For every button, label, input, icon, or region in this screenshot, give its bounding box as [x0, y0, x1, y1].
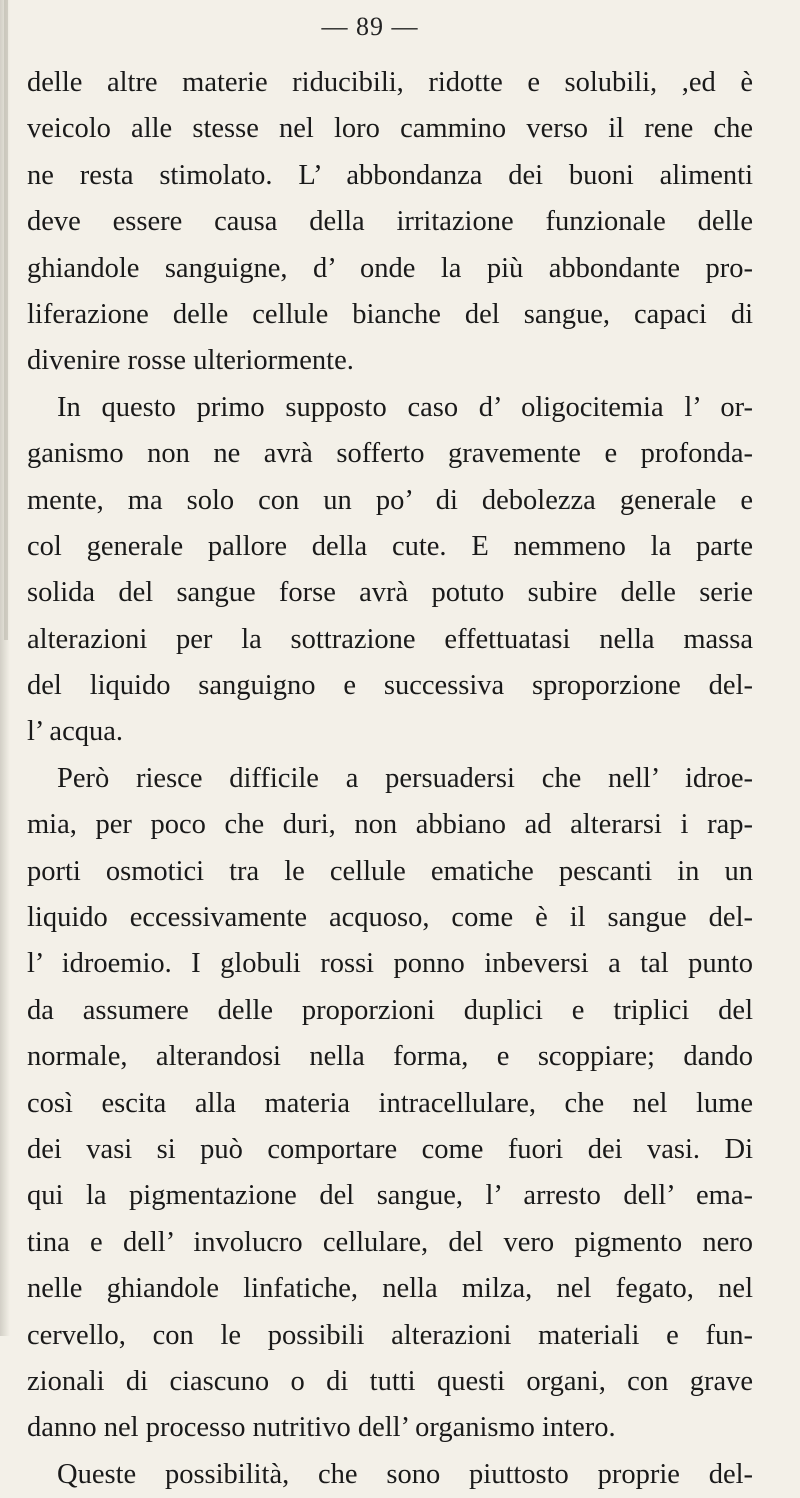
text-line: tina e dell’ involucro cellulare, del vero pigmento nero — [27, 1226, 753, 1258]
text-line: deve essere causa della irritazione funzionale delle — [27, 206, 753, 238]
body-text — [27, 60, 753, 1498]
text-line: mia, per poco che duri, non abbiano ad alterarsi i rap- — [27, 809, 753, 841]
text-line: veicolo alle stesse nel loro cammino verso il rene che — [27, 113, 753, 145]
text-line: divenire rosse ulteriormente. — [27, 345, 354, 377]
text-line: col generale pallore della cute. E nemmeno la parte — [27, 530, 753, 562]
text-line: Però riesce difficile a persuadersi che nell’ idroe- — [57, 762, 753, 794]
text-line: ne resta stimolato. L’ abbondanza dei buoni alimenti — [27, 159, 753, 191]
text-line: delle altre materie riducibili, ridotte e solubili, ,ed è — [27, 67, 753, 98]
text-line: danno nel processo nutritivo dell’ organismo intero. — [27, 1412, 616, 1444]
text-line: dei vasi si può comportare come fuori dei vasi. Di — [27, 1133, 753, 1165]
text-line: liquido eccessivamente acquoso, come è il sangue del- — [27, 902, 753, 934]
binding-edge — [4, 0, 8, 640]
text-line: normale, alterandosi nella forma, e scoppiare; dando — [27, 1041, 753, 1073]
page-number-header: — 89 — — [321, 12, 419, 41]
text-line: solida del sangue forse avrà potuto subire delle serie — [27, 577, 753, 609]
text-line: nelle ghiandole linfatiche, nella milza, nel fegato, nel — [27, 1273, 753, 1305]
text-line: alterazioni per la sottrazione effettuatasi nella massa — [27, 623, 753, 655]
text-line: del liquido sanguigno e successiva sproporzione del- — [27, 670, 753, 702]
text-line: l’ acqua. — [27, 716, 123, 748]
text-line: ghiandole sanguigne, d’ onde la più abbondante pro- — [27, 252, 753, 284]
text-line: mente, ma solo con un po’ di debolezza generale e — [27, 484, 753, 516]
text-line: qui la pigmentazione del sangue, l’ arresto dell’ ema- — [27, 1180, 753, 1212]
text-line: liferazione delle cellule bianche del sangue, capaci di — [27, 298, 753, 330]
text-line: l’ idroemio. I globuli rossi ponno inbeversi a tal punto — [27, 948, 753, 980]
text-line: zionali di ciascuno o di tutti questi organi, con grave — [27, 1365, 753, 1397]
text-line: da assumere delle proporzioni duplici e triplici del — [27, 994, 753, 1026]
text-line: Queste possibilità, che sono piuttosto proprie del- — [57, 1458, 753, 1490]
text-line: In questo primo supposto caso d’ oligocitemia l’ or- — [57, 391, 753, 423]
text-line: ganismo non ne avrà sofferto gravemente e profonda- — [27, 438, 753, 470]
text-line: così escita alla materia intracellulare, che nel lume — [27, 1087, 753, 1119]
text-line: porti osmotici tra le cellule ematiche pescanti in un — [27, 855, 753, 887]
text-line: cervello, con le possibili alterazioni materiali e fun- — [27, 1319, 753, 1351]
